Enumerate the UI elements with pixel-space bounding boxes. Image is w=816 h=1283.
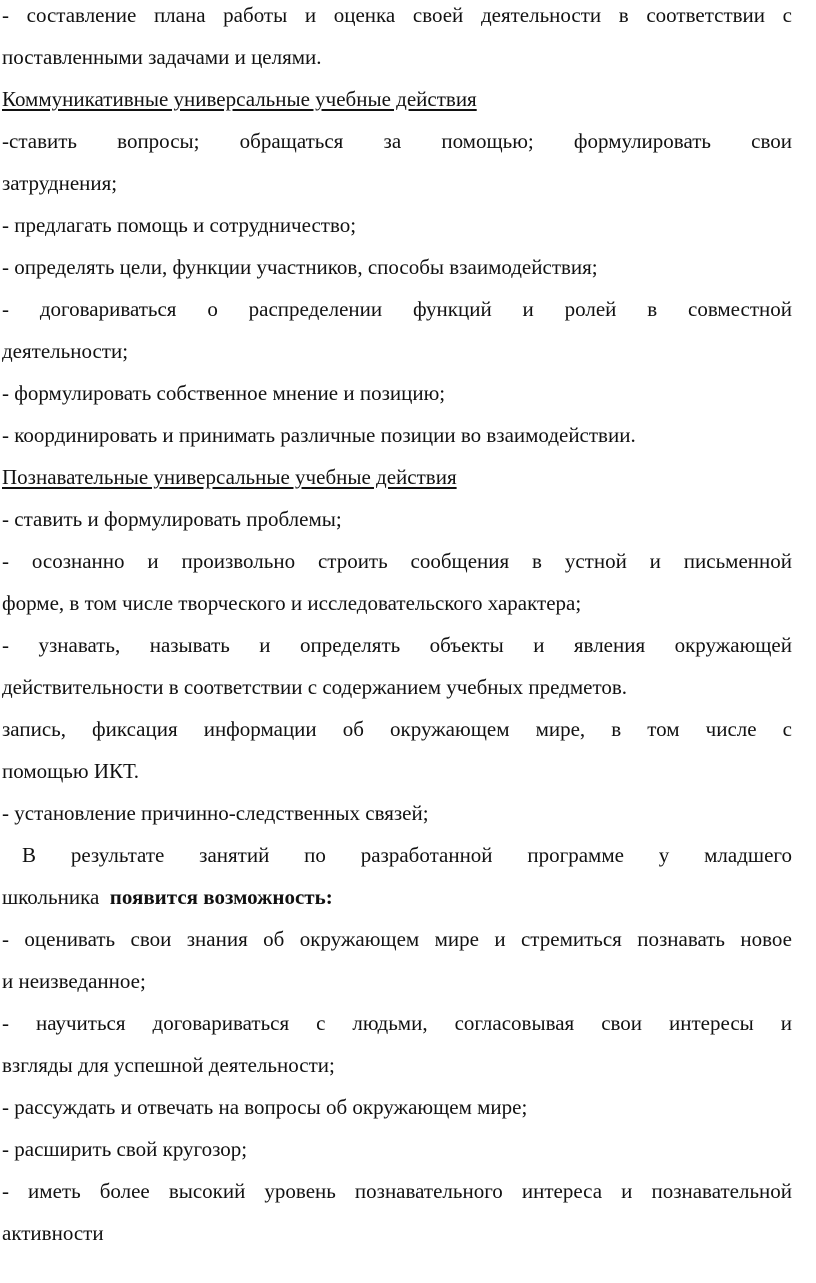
text-line-19: помощью ИКТ. bbox=[2, 759, 139, 783]
text-line-8: - договариваться о распределении функций и ролей в совместной bbox=[2, 297, 792, 321]
text-line-13: - ставить и формулировать проблемы; bbox=[2, 507, 342, 531]
text-line-2: поставленными задачами и целями. bbox=[2, 45, 322, 69]
text-line-20: - установление причинно-следственных связей; bbox=[2, 801, 429, 825]
section-heading-cognitive-text: Познавательные универсальные учебные действия bbox=[2, 465, 457, 489]
text-line-14: - осознанно и произвольно строить сообщения в устной и письменной bbox=[2, 549, 792, 573]
text-line-29: - иметь более высокий уровень познавательного интереса и познавательной bbox=[2, 1179, 792, 1203]
text-line-9: деятельности; bbox=[2, 339, 129, 363]
text-line-24: и неизведанное; bbox=[2, 969, 146, 993]
text-line-11: - координировать и принимать различные позиции во взаимодействии. bbox=[2, 423, 636, 447]
text-line-4: -ставить вопросы; обращаться за помощью; формулировать свои bbox=[2, 129, 792, 153]
section-heading-cognitive bbox=[2, 462, 792, 492]
bold-phrase-opportunity: появится возможность: bbox=[109, 885, 333, 909]
section-heading-communicative-text: Коммуникативные универсальные учебные действия bbox=[2, 87, 477, 111]
text-line-7: - определять цели, функции участников, способы взаимодействия; bbox=[2, 255, 598, 279]
text-line-18: запись, фиксация информации об окружающем мире, в том числе с bbox=[2, 717, 792, 741]
text-line-6: - предлагать помощь и сотрудничество; bbox=[2, 213, 357, 237]
text-line-16: - узнавать, называть и определять объекты и явления окружающей bbox=[2, 633, 792, 657]
text-line-10: - формулировать собственное мнение и позицию; bbox=[2, 381, 446, 405]
text-line-22 bbox=[2, 882, 792, 912]
text-line-23: - оценивать свои знания об окружающем мире и стремиться познавать новое bbox=[2, 927, 792, 951]
text-line-17: действительности в соответствии с содержанием учебных предметов. bbox=[2, 675, 628, 699]
text-line-28: - расширить свой кругозор; bbox=[2, 1137, 248, 1161]
text-line-15: форме, в том числе творческого и исследовательского характера; bbox=[2, 591, 582, 615]
text-line-30: активности bbox=[2, 1221, 104, 1245]
text-line-21: В результате занятий по разработанной программе у младшего bbox=[22, 843, 792, 867]
text-line-5: затруднения; bbox=[2, 171, 118, 195]
text-line-25: - научиться договариваться с людьми, согласовывая свои интересы и bbox=[2, 1011, 792, 1035]
text-line-27: - рассуждать и отвечать на вопросы об окружающем мире; bbox=[2, 1095, 528, 1119]
text-line-26: взгляды для успешной деятельности; bbox=[2, 1053, 335, 1077]
section-heading-communicative bbox=[2, 84, 792, 114]
text-line-22-start: школьника bbox=[2, 885, 100, 909]
text-line-1: - составление плана работы и оценка своей деятельности в соответствии с bbox=[2, 3, 792, 27]
